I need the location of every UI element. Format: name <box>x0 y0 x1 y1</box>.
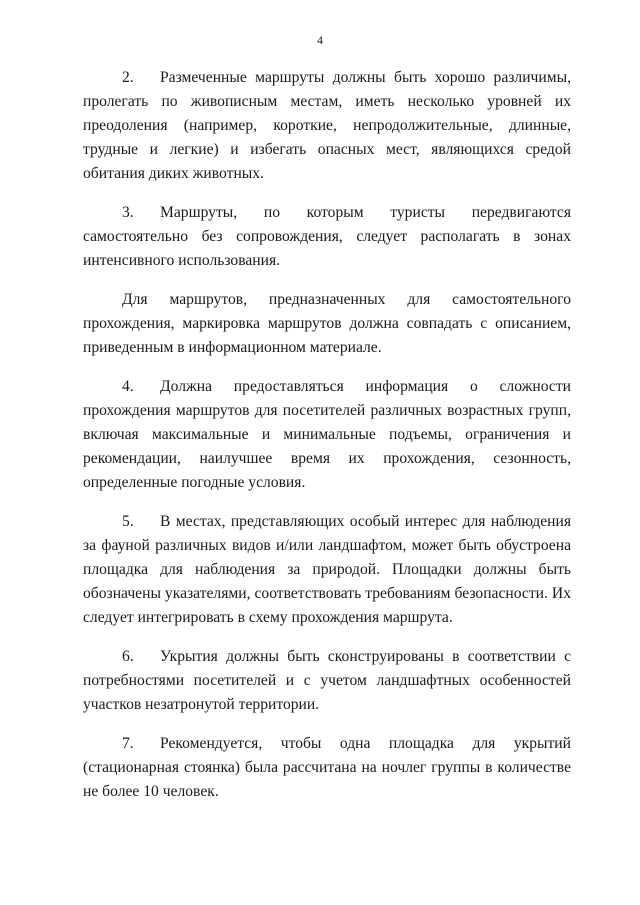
paragraph-4 <box>83 375 571 495</box>
paragraph-text: Укрытия должны быть сконструированы в соответствии с потребностями посетителей и с учетом ландшафтных особенностей участков незатронутой территории. <box>83 648 571 713</box>
paragraph-2 <box>83 66 571 186</box>
paragraph-number: 7. <box>122 735 134 752</box>
page-number: 4 <box>317 33 323 47</box>
paragraph-text: Должна предоставляться информация о сложности прохождения маршрутов для посетителей различных возрастных групп, включая максимальные и минимальные подъемы, ограничения и рекомендации, наилучшее время их прохождения, сезонность, определенные погодные условия. <box>83 378 571 491</box>
paragraph-text: В местах, представляющих особый интерес для наблюдения за фауной различных видов и/или ландшафтом, может быть обустроена площадка для наблюдения за природой. Площадки должны быть обозначены указателями, соответствовать требованиям безопасности. Их следует интегрировать в схему прохождения маршрута. <box>83 513 571 626</box>
document-body <box>83 66 571 819</box>
paragraph-text: Маршруты, по которым туристы передвигаются самостоятельно без сопровождения, следует располагать в зонах интенсивного использования. <box>83 204 571 269</box>
paragraph-6 <box>83 645 571 717</box>
paragraph-5 <box>83 510 571 630</box>
paragraph-3 <box>83 201 571 273</box>
paragraph-7 <box>83 732 571 804</box>
paragraph-number: 4. <box>122 378 134 395</box>
paragraph-text: Размеченные маршруты должны быть хорошо различимы, пролегать по живописным местам, иметь несколько уровней их преодоления (например, короткие, непродолжительные, длинные, трудные и легкие) и избегать опасных мест, являющихся средой обитания диких животных. <box>83 69 571 182</box>
paragraph-number: 2. <box>122 69 134 86</box>
paragraph-text: Для маршрутов, предназначенных для самостоятельного прохождения, маркировка маршрутов должна совпадать с описанием, приведенным в информационном материале. <box>83 291 571 356</box>
paragraph-3-continuation <box>83 288 571 360</box>
paragraph-number: 3. <box>122 204 134 221</box>
paragraph-text: Рекомендуется, чтобы одна площадка для укрытий (стационарная стоянка) была рассчитана на ночлег группы в количестве не более 10 человек. <box>83 735 571 800</box>
paragraph-number: 6. <box>122 648 134 665</box>
paragraph-number: 5. <box>122 513 134 530</box>
